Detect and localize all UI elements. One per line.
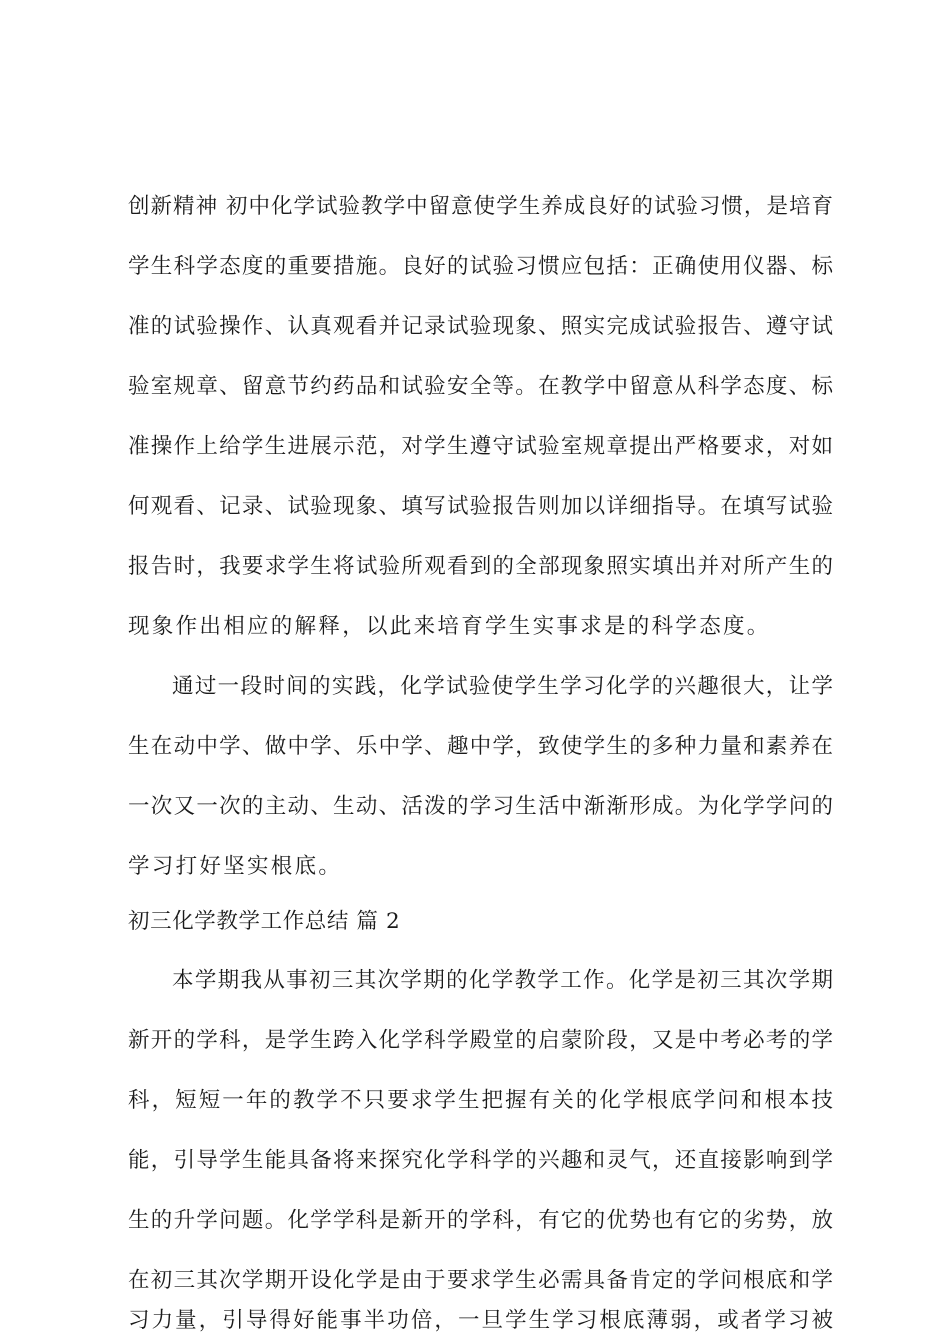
- paragraph-line: 学生科学态度的重要措施。良好的试验习惯应包括：正确使用仪器、标: [128, 254, 833, 279]
- paragraph-line: 新开的学科，是学生跨入化学科学殿堂的启蒙阶段，又是中考必考的学: [128, 1028, 833, 1053]
- paragraph-line: 通过一段时间的实践，化学试验使学生学习化学的兴趣很大，让学: [172, 674, 833, 699]
- paragraph-line: 学习打好坚实根底。: [128, 854, 343, 879]
- paragraph-line: 验室规章、留意节约药品和试验安全等。在教学中留意从科学态度、标: [128, 374, 833, 399]
- paragraph-line: 创新精神 初中化学试验教学中留意使学生养成良好的试验习惯，是培育: [128, 194, 833, 219]
- paragraph-line: 在初三其次学期开设化学是由于要求学生必需具备肯定的学问根底和学: [128, 1268, 833, 1293]
- section-heading: 初三化学教学工作总结 篇 2: [128, 909, 401, 934]
- paragraph-line: 现象作出相应的解释，以此来培育学生实事求是的科学态度。: [128, 614, 771, 639]
- paragraph-line: 一次又一次的主动、生动、活泼的学习生活中渐渐形成。为化学学问的: [128, 794, 833, 819]
- paragraph-line: 生的升学问题。化学学科是新开的学科，有它的优势也有它的劣势，放: [128, 1208, 833, 1233]
- paragraph-line: 本学期我从事初三其次学期的化学教学工作。化学是初三其次学期: [172, 968, 833, 993]
- paragraph-line: 准的试验操作、认真观看并记录试验现象、照实完成试验报告、遵守试: [128, 314, 833, 339]
- paragraph-line: 报告时，我要求学生将试验所观看到的全部现象照实填出并对所产生的: [128, 554, 833, 579]
- paragraph-line: 能，引导学生能具备将来探究化学科学的兴趣和灵气，还直接影响到学: [128, 1148, 833, 1173]
- paragraph-line: 何观看、记录、试验现象、填写试验报告则加以详细指导。在填写试验: [128, 494, 833, 519]
- paragraph-line: 习力量，引导得好能事半功倍，一旦学生学习根底薄弱，或者学习被: [128, 1308, 833, 1333]
- paragraph-line: 准操作上给学生进展示范，对学生遵守试验室规章提出严格要求，对如: [128, 434, 833, 459]
- paragraph-line: 科，短短一年的教学不只要求学生把握有关的化学根底学问和根本技: [128, 1088, 833, 1113]
- paragraph-line: 生在动中学、做中学、乐中学、趣中学，致使学生的多种力量和素养在: [128, 734, 833, 759]
